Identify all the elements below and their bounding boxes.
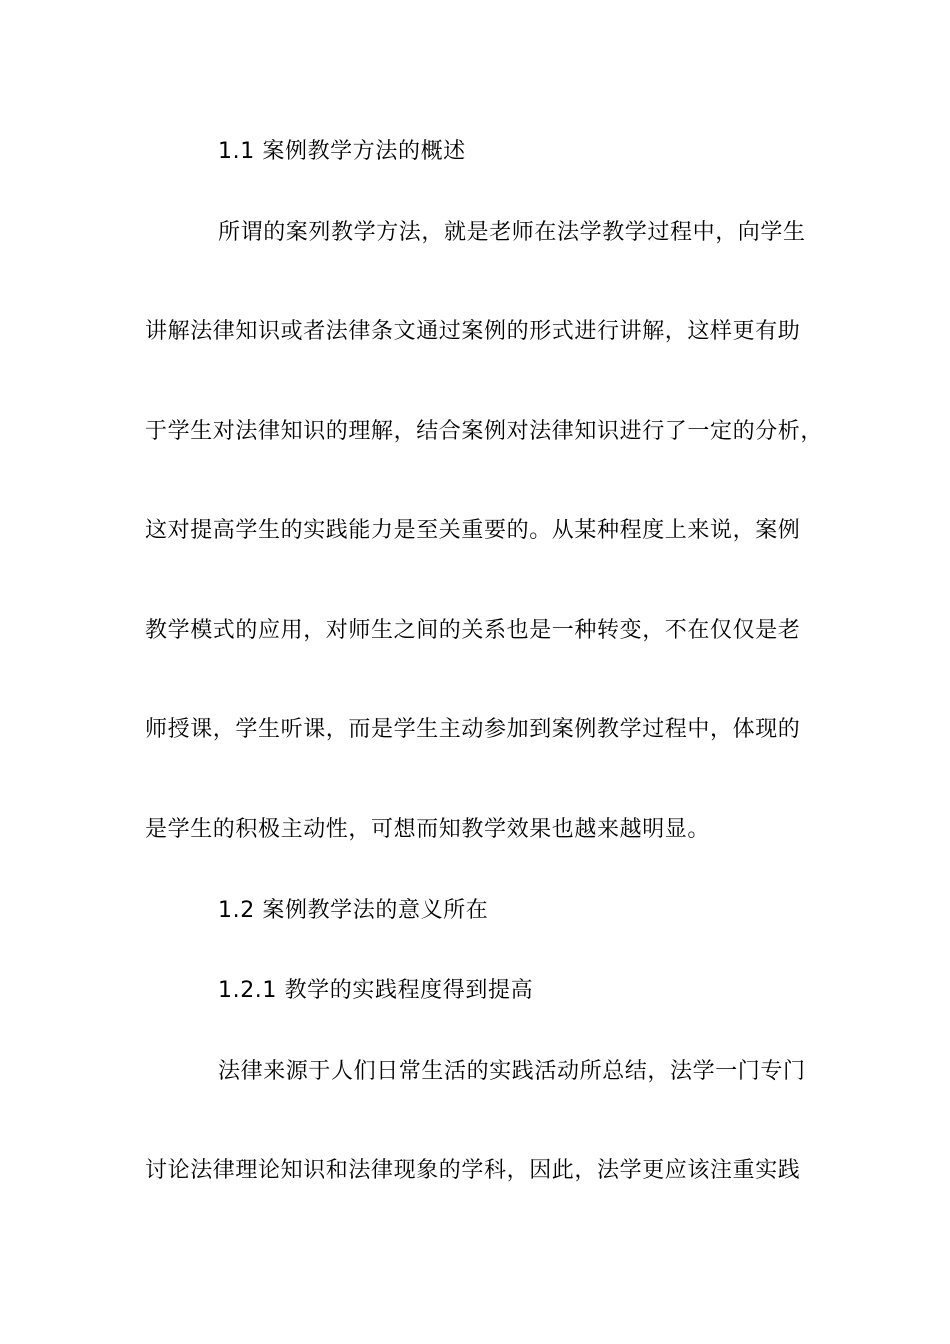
paragraph-line: 于学生对法律知识的理解，结合案例对法律知识进行了一定的分析，: [145, 419, 824, 444]
heading-1-2-1: 1.2.1 教学的实践程度得到提高: [218, 978, 534, 1003]
paragraph-line: 法律来源于人们日常生活的实践活动所总结，法学一门专门: [218, 1059, 806, 1084]
paragraph-line: 讲解法律知识或者法律条文通过案例的形式进行讲解，这样更有助: [145, 319, 801, 344]
paragraph-line: 是学生的积极主动性，可想而知教学效果也越来越明显。: [145, 817, 711, 842]
paragraph-line: 讨论法律理论知识和法律现象的学科，因此，法学更应该注重实践: [145, 1158, 801, 1183]
paragraph-line: 这对提高学生的实践能力是至关重要的。从某种程度上来说，案例: [145, 518, 801, 543]
paragraph-line: 师授课，学生听课，而是学生主动参加到案例教学过程中，体现的: [145, 717, 801, 742]
paragraph-line: 所谓的案列教学方法，就是老师在法学教学过程中，向学生: [218, 220, 806, 245]
heading-1-2: 1.2 案例教学法的意义所在: [218, 898, 489, 923]
paragraph-line: 教学模式的应用，对师生之间的关系也是一种转变，不在仅仅是老: [145, 618, 801, 643]
heading-1-1: 1.1 案例教学方法的概述: [218, 139, 466, 164]
